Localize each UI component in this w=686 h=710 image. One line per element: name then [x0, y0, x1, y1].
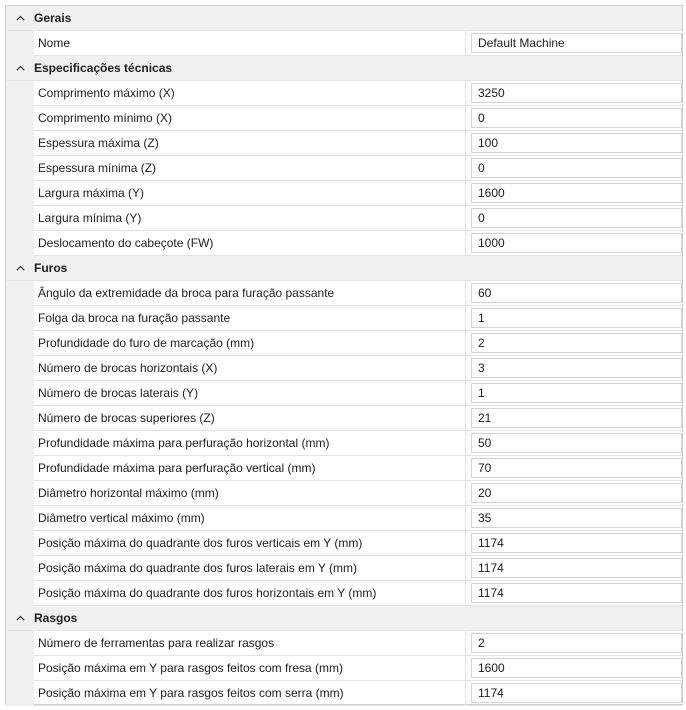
property-row: [6, 581, 682, 606]
row-gutter: [6, 31, 34, 56]
row-gutter: [6, 506, 34, 531]
property-name: Posição máxima em Y para rasgos feitos com fresa (mm): [34, 656, 466, 681]
row-gutter: [6, 231, 34, 256]
section-title: Gerais: [34, 11, 72, 25]
section-title: Furos: [34, 261, 68, 275]
property-value-input[interactable]: [471, 283, 682, 303]
property-grid: [5, 5, 683, 705]
property-row: [6, 531, 682, 556]
property-row: [6, 106, 682, 131]
chevron-up-icon[interactable]: [6, 606, 34, 631]
property-row: [6, 406, 682, 431]
property-row: [6, 206, 682, 231]
row-gutter: [6, 381, 34, 406]
property-row: [6, 156, 682, 181]
property-row: [6, 556, 682, 581]
property-row: [6, 456, 682, 481]
property-name: Nome: [34, 31, 466, 56]
property-row: [6, 231, 682, 256]
property-name: Deslocamento do cabeçote (FW): [34, 231, 466, 256]
property-value-input[interactable]: [471, 433, 682, 453]
property-name: Posição máxima do quadrante dos furos laterais em Y (mm): [34, 556, 466, 581]
property-row: [6, 506, 682, 531]
row-gutter: [6, 206, 34, 231]
property-value-input[interactable]: [471, 508, 682, 528]
property-value-cell: [466, 156, 682, 181]
property-row: [6, 131, 682, 156]
property-name: Espessura mínima (Z): [34, 156, 466, 181]
row-gutter: [6, 106, 34, 131]
property-value-cell: [466, 656, 682, 681]
property-row: [6, 381, 682, 406]
property-value-cell: [466, 231, 682, 256]
property-name: Comprimento máximo (X): [34, 81, 466, 106]
property-value-cell: [466, 581, 682, 606]
property-value-cell: [466, 106, 682, 131]
property-row: [6, 181, 682, 206]
property-name: Posição máxima do quadrante dos furos horizontais em Y (mm): [34, 581, 466, 606]
property-value-cell: [466, 306, 682, 331]
property-value-input[interactable]: [471, 483, 682, 503]
property-value-cell: [466, 31, 682, 56]
property-value-cell: [466, 331, 682, 356]
property-name: Ângulo da extremidade da broca para furação passante: [34, 281, 466, 306]
property-name: Número de brocas horizontais (X): [34, 356, 466, 381]
row-gutter: [6, 356, 34, 381]
row-gutter: [6, 156, 34, 181]
property-row: [6, 306, 682, 331]
row-gutter: [6, 431, 34, 456]
property-value-cell: [466, 506, 682, 531]
row-gutter: [6, 556, 34, 581]
property-value-cell: [466, 481, 682, 506]
section-header[interactable]: [6, 256, 682, 281]
property-value-input[interactable]: [471, 533, 682, 553]
property-row: [6, 656, 682, 681]
property-value-input[interactable]: [471, 558, 682, 578]
property-value-input[interactable]: [471, 383, 682, 403]
row-gutter: [6, 656, 34, 681]
property-row: [6, 81, 682, 106]
property-value-input[interactable]: [471, 233, 682, 253]
property-name: Largura mínima (Y): [34, 206, 466, 231]
property-value-input[interactable]: [471, 83, 682, 103]
row-gutter: [6, 456, 34, 481]
property-value-cell: [466, 381, 682, 406]
property-name: Diâmetro vertical máximo (mm): [34, 506, 466, 531]
row-gutter: [6, 531, 34, 556]
row-gutter: [6, 181, 34, 206]
row-gutter: [6, 131, 34, 156]
property-value-cell: [466, 356, 682, 381]
chevron-up-icon[interactable]: [6, 56, 34, 81]
property-value-input[interactable]: [471, 683, 682, 703]
property-value-cell: [466, 681, 682, 706]
property-value-cell: [466, 431, 682, 456]
property-value-cell: [466, 631, 682, 656]
row-gutter: [6, 331, 34, 356]
property-value-cell: [466, 181, 682, 206]
row-gutter: [6, 406, 34, 431]
row-gutter: [6, 481, 34, 506]
property-name: Folga da broca na furação passante: [34, 306, 466, 331]
property-value-input[interactable]: [471, 658, 682, 678]
property-value-input[interactable]: [471, 133, 682, 153]
property-value-cell: [466, 456, 682, 481]
property-row: [6, 681, 682, 706]
property-name: Diâmetro horizontal máximo (mm): [34, 481, 466, 506]
property-value-input[interactable]: [471, 408, 682, 428]
section-title: Especificações técnicas: [34, 61, 173, 75]
property-row: [6, 431, 682, 456]
property-value-input[interactable]: [471, 208, 682, 228]
property-value-cell: [466, 406, 682, 431]
property-value-cell: [466, 81, 682, 106]
property-value-input[interactable]: [471, 583, 682, 603]
property-name: Espessura máxima (Z): [34, 131, 466, 156]
property-row: [6, 331, 682, 356]
property-name: Largura máxima (Y): [34, 181, 466, 206]
property-value-cell: [466, 556, 682, 581]
section-header[interactable]: [6, 6, 682, 31]
property-name: Profundidade do furo de marcação (mm): [34, 331, 466, 356]
property-name: Posição máxima em Y para rasgos feitos com serra (mm): [34, 681, 466, 706]
chevron-up-icon[interactable]: [6, 6, 34, 31]
property-value-input[interactable]: [471, 633, 682, 653]
row-gutter: [6, 581, 34, 606]
property-row: [6, 356, 682, 381]
property-name: Número de brocas superiores (Z): [34, 406, 466, 431]
property-name: Profundidade máxima para perfuração vertical (mm): [34, 456, 466, 481]
property-value-input[interactable]: [471, 33, 682, 53]
property-row: [6, 481, 682, 506]
row-gutter: [6, 631, 34, 656]
row-gutter: [6, 81, 34, 106]
row-gutter: [6, 681, 34, 706]
property-value-input[interactable]: [471, 358, 682, 378]
property-value-cell: [466, 206, 682, 231]
property-name: Número de ferramentas para realizar rasgos: [34, 631, 466, 656]
property-value-input[interactable]: [471, 333, 682, 353]
property-value-cell: [466, 281, 682, 306]
chevron-up-icon[interactable]: [6, 256, 34, 281]
property-name: Número de brocas laterais (Y): [34, 381, 466, 406]
property-value-input[interactable]: [471, 183, 682, 203]
property-name: Comprimento mínimo (X): [34, 106, 466, 131]
property-row: [6, 631, 682, 656]
property-value-input[interactable]: [471, 458, 682, 478]
section-title: Rasgos: [34, 611, 78, 625]
section-header[interactable]: [6, 606, 682, 631]
property-value-input[interactable]: [471, 308, 682, 328]
property-row: [6, 281, 682, 306]
property-name: Profundidade máxima para perfuração horizontal (mm): [34, 431, 466, 456]
section-header[interactable]: [6, 56, 682, 81]
property-value-input[interactable]: [471, 108, 682, 128]
property-value-input[interactable]: [471, 158, 682, 178]
row-gutter: [6, 306, 34, 331]
property-value-cell: [466, 531, 682, 556]
property-name: Posição máxima do quadrante dos furos verticais em Y (mm): [34, 531, 466, 556]
property-value-cell: [466, 131, 682, 156]
property-row: [6, 31, 682, 56]
row-gutter: [6, 281, 34, 306]
